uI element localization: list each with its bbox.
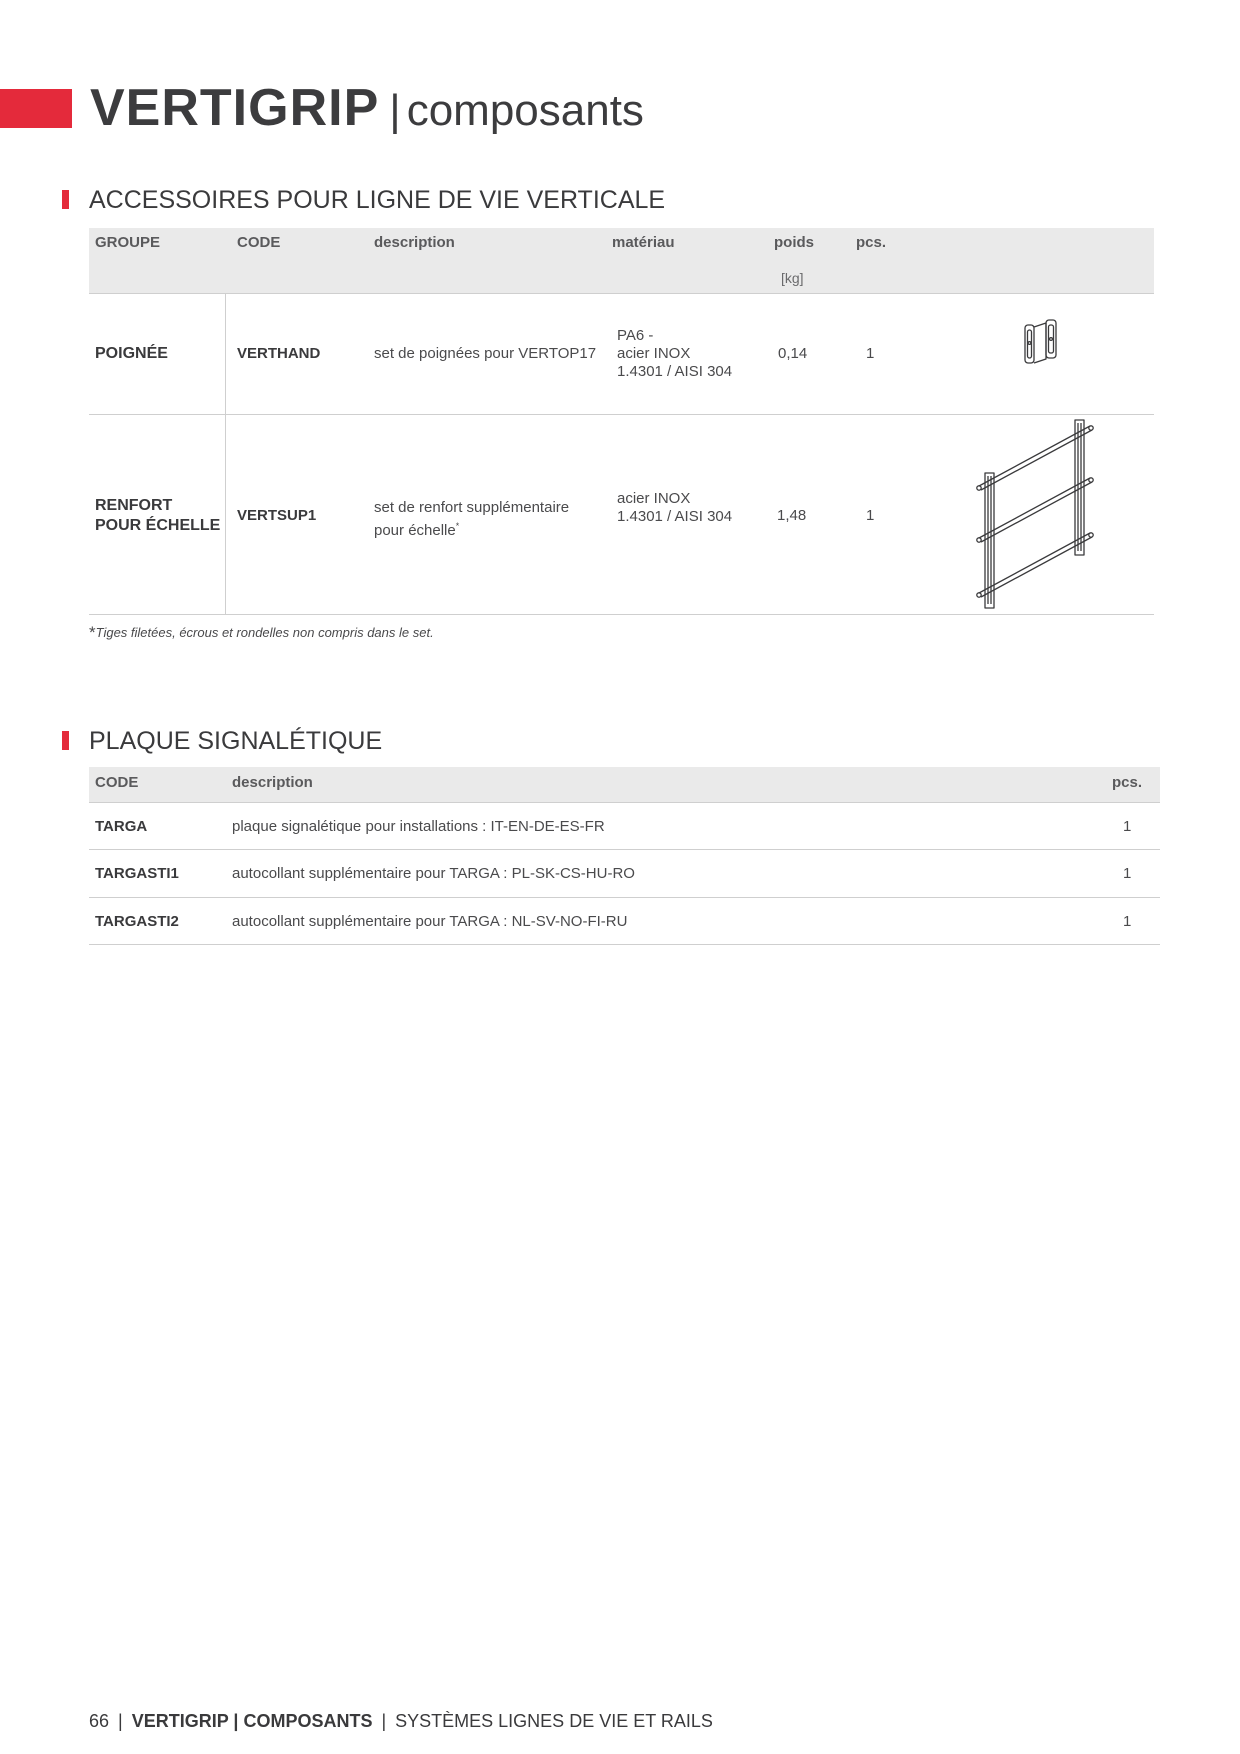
- col-weight: poids: [774, 234, 814, 251]
- row-description: plaque signalétique pour installations : IT-EN-DE-ES-FR: [232, 818, 605, 835]
- section-marker: [62, 731, 69, 750]
- row-rule: [89, 849, 1160, 850]
- col-description: description: [374, 234, 455, 251]
- col-description: description: [232, 774, 313, 791]
- footer-section: VERTIGRIP | COMPOSANTS: [131, 1711, 373, 1731]
- page-title-bold: VERTIGRIP: [90, 79, 380, 137]
- title-separator: |: [389, 86, 401, 135]
- row-code: VERTSUP1: [237, 507, 317, 524]
- accent-bar: [0, 89, 72, 128]
- material-line: PA6 -: [617, 327, 654, 344]
- section-title: PLAQUE SIGNALÉTIQUE: [89, 727, 383, 755]
- row-code: TARGA: [95, 818, 148, 835]
- material-line: 1.4301 / AISI 304: [617, 508, 733, 525]
- footer-separator: |: [118, 1711, 123, 1731]
- col-code: CODE: [237, 234, 281, 251]
- group-line: POUR ÉCHELLE: [95, 517, 221, 534]
- row-group: [95, 496, 220, 536]
- row-code: TARGASTI2: [95, 913, 179, 930]
- description-line: pour échelle*: [374, 521, 460, 539]
- description-line: set de renfort supplémentaire: [374, 499, 570, 516]
- footer-separator: |: [381, 1711, 387, 1731]
- section-marker: [62, 190, 69, 209]
- header-rule: [89, 293, 1154, 294]
- row-pcs: 1: [866, 345, 875, 362]
- ladder-reinforcement-icon: [975, 418, 1095, 612]
- row-rule: [89, 897, 1160, 898]
- page-title: [90, 78, 644, 141]
- row-description: [374, 499, 569, 540]
- row-description: autocollant supplémentaire pour TARGA : NL-SV-NO-FI-RU: [232, 913, 628, 930]
- col-code: CODE: [95, 774, 139, 791]
- col-pcs: pcs.: [1112, 774, 1143, 791]
- col-group: GROUPE: [95, 234, 161, 251]
- row-weight: 1,48: [777, 507, 807, 524]
- footnote-ref: *: [455, 521, 460, 531]
- handle-set-icon: [1022, 315, 1062, 371]
- group-line: RENFORT: [95, 497, 173, 514]
- page-footer: [89, 1711, 713, 1732]
- page-number: 66: [89, 1711, 110, 1731]
- row-rule: [89, 414, 1154, 415]
- section-title: ACCESSOIRES POUR LIGNE DE VIE VERTICALE: [89, 186, 666, 214]
- row-code: TARGASTI1: [95, 865, 179, 882]
- col-pcs: pcs.: [856, 234, 887, 251]
- row-pcs: 1: [1123, 865, 1132, 882]
- col-material: matériau: [612, 234, 675, 251]
- row-material: [617, 490, 732, 526]
- row-description: set de poignées pour VERTOP17: [374, 345, 597, 362]
- row-group: POIGNÉE: [95, 345, 168, 362]
- header-rule: [89, 802, 1160, 803]
- col-weight-unit: [kg]: [781, 270, 804, 286]
- row-material: [617, 327, 732, 381]
- row-rule: [89, 944, 1160, 945]
- row-code: VERTHAND: [237, 345, 321, 362]
- material-line: acier INOX: [617, 490, 691, 507]
- footer-chapter: SYSTÈMES LIGNES DE VIE ET RAILS: [395, 1711, 713, 1731]
- row-description: autocollant supplémentaire pour TARGA : PL-SK-CS-HU-RO: [232, 865, 635, 882]
- group-column-rule: [225, 293, 226, 614]
- row-pcs: 1: [866, 507, 875, 524]
- material-line: 1.4301 / AISI 304: [617, 363, 733, 380]
- row-weight: 0,14: [778, 345, 808, 362]
- page-title-light: composants: [406, 86, 644, 135]
- material-line: acier INOX: [617, 345, 691, 362]
- footnote-mark: *: [89, 623, 96, 642]
- row-pcs: 1: [1123, 913, 1132, 930]
- row-rule: [89, 614, 1154, 615]
- footnote-text: Tiges filetées, écrous et rondelles non compris dans le set.: [95, 625, 434, 640]
- row-pcs: 1: [1123, 818, 1132, 835]
- footnote: [89, 623, 434, 643]
